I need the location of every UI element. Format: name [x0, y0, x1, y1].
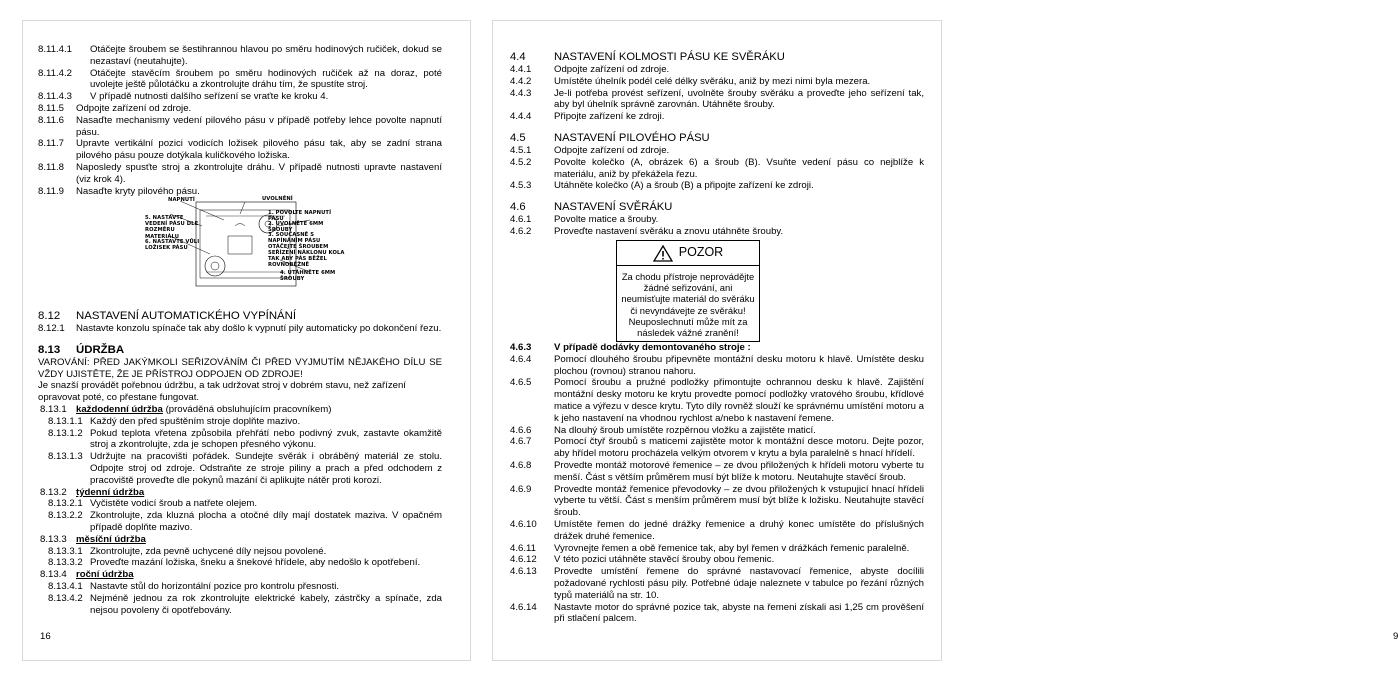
section-heading	[510, 131, 924, 145]
item-text: V této pozici utáhněte stavěcí šrouby obou řemenic.	[554, 554, 775, 566]
list-item	[38, 91, 442, 103]
item-text: Zkontrolujte, zda kluzná plocha a otočné díly mají dostatek maziva. V opačném případě doplňte mazivo.	[90, 510, 442, 533]
list-item	[510, 519, 924, 543]
item-number: 8.13.3.1	[48, 545, 83, 557]
item-number: 4.6.5	[510, 377, 532, 389]
subsection-number: 8.13.2	[40, 486, 67, 498]
warning-title: POZOR	[678, 245, 724, 260]
item-number: 8.11.8	[38, 161, 64, 173]
item-text: Otáčejte šroubem se šestihrannou hlavou po směru hodinových ručiček, dokud se nezastaví (neutahujte).	[90, 44, 442, 67]
subsection-title: roční údržba	[76, 569, 134, 581]
heading-number: 4.6	[510, 201, 526, 214]
item-number: 4.5.2	[510, 156, 532, 168]
diagram-callout-label: NAPNUTÍ	[168, 197, 195, 203]
heading-text: NASTAVENÍ SVĚRÁKU	[554, 201, 673, 214]
item-text: Provedte montáž řemenice převodovky – ze dvou přiložených k vstupujicí hnací hřídeli vyberte tu větší. Část s menším průměrem musí být blíže k ložisku. Neutahujte stavěcí šroub.	[554, 483, 924, 519]
list-item	[38, 498, 442, 510]
item-number: 8.13.2.2	[48, 510, 83, 522]
heading-text: NASTAVENÍ KOLMOSTI PÁSU KE SVĚRÁKU	[554, 51, 785, 63]
item-number: 4.6.8	[510, 459, 532, 471]
item-text: Nastavte motor do správné pozice tak, abyste na řemeni získali asi 1,25 cm prověšení při stlačení palcem.	[554, 601, 924, 625]
heading-number: 4.5	[510, 131, 526, 144]
item-text: Odpojte zařízení od zdroje.	[554, 144, 670, 156]
item-text: Umístěte řemen do jedné drážky řemenice a druhý konec umístěte do příslušných drážek druhé řemenice.	[554, 518, 924, 542]
list-item	[38, 103, 442, 115]
heading-text: NASTAVENÍ AUTOMATICKÉHO VYPÍNÁNÍ	[76, 310, 297, 322]
heading-text: ÚDRŽBA	[76, 343, 125, 356]
item-number: 4.6.10	[510, 518, 537, 530]
diagram-callout-label: 1. POVOLTE NAPNUTÍ PÁSU	[268, 210, 332, 223]
left-page	[0, 0, 480, 674]
page-number-right: 9	[1393, 631, 1398, 642]
subsection-heading	[38, 534, 442, 546]
list-item	[38, 323, 442, 335]
maintenance-intro: Je snazší provádět pořebnou údržbu, a tak udržovat stroj v dobrém stavu, než zařízení opravovat poté, co přestane fungovat.	[38, 380, 406, 404]
item-text: Naposledy spusťte stroj a zkontrolujte dráhu. V případě nutnosti upravte nastavení (viz krok 4).	[76, 161, 442, 185]
list-item	[38, 162, 442, 186]
subsection-title: týdenní údržba	[76, 486, 145, 498]
list-item	[510, 484, 924, 519]
item-text: Zkontrolujte, zda pevně uchycené díly nejsou povolené.	[90, 545, 327, 557]
list-item	[38, 44, 442, 68]
subsection-title: měsíční údržba	[76, 533, 146, 545]
list-item	[38, 115, 442, 139]
item-number: 4.6.9	[510, 483, 532, 495]
list-item	[510, 436, 924, 460]
list-item	[510, 602, 924, 626]
item-number: 8.11.9	[38, 185, 64, 197]
item-number: 4.4.4	[510, 111, 532, 123]
item-text: Provedte montáž motorové řemenice – ze dvou přiložených k hřídeli motoru vyberte tu menší. Část s větším průměrem musí být blíže k motoru. Neutahujte stavěcí šroub.	[554, 459, 924, 483]
heading-text: NASTAVENÍ PILOVÉHO PÁSU	[554, 131, 710, 144]
list-item	[38, 416, 442, 428]
item-text: Na dlouhý šroub umístěte rozpěrnou vložku a zajistěte maticí.	[554, 424, 816, 436]
subsection-number: 8.13.1	[40, 403, 67, 415]
list-item	[38, 510, 442, 534]
list-item	[38, 68, 442, 92]
section-8-11-items	[38, 44, 442, 197]
item-text: Je-li potřeba provést seřízení, uvolněte šrouby svěráku a proveďte jeho seřízení tak, aby byl úhelník správně zarovnán. Utáhněte šrouby.	[554, 87, 924, 111]
item-text: Provedte umístění řemene do správné nastavovací řemenice, abyste docílili požadované rychlosti pásu pily. Potřebné údaje naleznete v tabulce po řezání různých typů materiálů na str. 10.	[554, 566, 924, 601]
item-text: Vyrovnejte řemen a obě řemenice tak, aby byl řemen v drážkách řemenic paralelně.	[554, 542, 910, 554]
item-text: Proveďte mazání ložiska, šneku a šnekové hřídele, aby nedošlo k opotřebení.	[90, 557, 421, 569]
item-number: 4.6.13	[510, 566, 537, 578]
item-number: 4.5.3	[510, 180, 532, 192]
warning-triangle-icon	[653, 245, 673, 262]
warning-box	[616, 240, 760, 342]
item-number: 4.6.11	[510, 542, 536, 554]
diagram-callout-label: 4. UTÁHNĚTE 6MM ŠROUBY	[280, 270, 336, 283]
left-column	[38, 44, 442, 197]
item-number: 4.6.12	[510, 554, 537, 566]
item-text: Udržujte na pracovišti pořádek. Sundejte svěrák i obráběný materiál ze stolu. Odpojte stroj od zdroje. Odstraňte ze stroje piliny a prach a před odchodem z pracoviště proveďte dle pokynů mazání či aplikujte nátěr proti korozi.	[90, 451, 442, 486]
item-text: Pokud teplota vřetena způsobila přehřátí nebo podivný zvuk, zastavte okamžitě stroj a zkontrolujte, zda je schopen přesného výkonu.	[90, 427, 442, 451]
subsection-heading	[510, 342, 924, 354]
item-text: V případě nutnosti dalšího seřízení se vraťte ke kroku 4.	[90, 91, 329, 103]
list-item	[510, 64, 924, 76]
item-number: 8.13.3.2	[48, 557, 83, 569]
subsection-title: V případě dodávky demontovaného stroje :	[554, 342, 751, 353]
warning-body: Za chodu přístroje neprovádějte žádné seřizování, ani neumisťujte materiál do svěráku či nevyndávejte ze svěráku! Neuposlechnutí může mít za následek vážné zranění!	[621, 271, 755, 339]
list-item	[510, 111, 924, 123]
list-item	[38, 581, 442, 593]
diagram-callout-label: 5. NASTAVTE VEDENÍ PÁSU DLE ROZMĚRU MATERIÁLU	[145, 215, 199, 240]
diagram-callout-label: 3. SOUČASNĚ S NAPÍNÁNÍM PÁSU OTÁČEJTE ŠROUBEM SEŘÍZENÍ NÁKLONU KOLA TAK ABY PÁS BĚŽEL ROVNOBĚŽNĚ	[268, 232, 345, 268]
maintenance-warning: VAROVÁNÍ: PŘED JAKÝMKOLI SEŘIZOVÁNÍM ČI PŘED VYJMUTÍM NĚJAKÉHO DÍLU SE VŽDY UJISTĚTE, ŽE JE PŘÍSTROJ ODPOJEN OD ZDROJE!	[38, 356, 442, 380]
heading-number: 8.13	[38, 343, 61, 356]
list-item	[510, 543, 924, 555]
item-number: 4.6.4	[510, 353, 532, 365]
item-text: Vyčistěte vodicí šroub a natřete olejem.	[90, 498, 258, 510]
item-number: 4.6.1	[510, 214, 532, 226]
page-number-left: 16	[40, 631, 51, 642]
subsection-number: 8.13.3	[40, 533, 67, 545]
list-item	[510, 566, 924, 601]
item-text: Upravte vertikální pozici vodicích ložisek pilového pásu tak, aby se zadní strana pilového pásu pouze dotýkala kuličkového ložiska.	[76, 138, 442, 162]
item-text: Pomocí šroubu a pružné podložky přimontujte ochrannou desku k hlavě. Zajištění montážní desky motoru ke krytu provedte pomocí podložky vratového šroubu, křídlové matice a výřezu v desce krytu. Tyto díly rovněž slouží ke správnému umístění motoru a k jeho nastavení na vhodnou rychlost a/nebo k nastavení řemene.	[554, 377, 924, 424]
item-number: 4.6.2	[510, 225, 532, 237]
subsection-heading	[38, 487, 442, 499]
item-number: 8.13.1.2	[48, 427, 83, 439]
list-item	[38, 593, 442, 617]
list-item	[510, 76, 924, 88]
section-heading	[510, 50, 924, 64]
list-item	[38, 428, 442, 452]
list-item	[510, 214, 924, 226]
item-number: 4.4.1	[510, 64, 532, 75]
item-text: Umístěte úhelník podél celé délky svěráku, aniž by mezi nimi byla mezera.	[554, 75, 871, 87]
list-item	[510, 180, 924, 192]
item-text: Odpojte zařízení od zdroje.	[76, 102, 192, 114]
subsection-heading	[38, 404, 442, 416]
item-number: 4.6.7	[510, 436, 532, 448]
section-heading	[38, 309, 442, 323]
item-number: 4.6.6	[510, 424, 532, 436]
item-number: 4.4.2	[510, 75, 532, 87]
item-text: Proveďte nastavení svěráku a znovu utáhněte šrouby.	[554, 225, 784, 237]
item-text: Povolte kolečko (A, obrázek 6) a šroub (B). Vsuňte vedení pásu co nejblíže k materiálu, aniž by překážela řezu.	[554, 156, 924, 180]
item-text: Nastavte konzolu spínače tak aby došlo k vypnutí pily automaticky po dokončení řezu.	[76, 323, 442, 334]
list-item	[510, 354, 924, 378]
item-text: Otáčejte stavěcím šroubem po směru hodinových ručiček až na doraz, poté uvolejte ještě půlotáčku a zkontrolujte dráhu tím, že spustíte stroj.	[90, 67, 442, 91]
item-number: 8.11.4.2	[38, 67, 72, 79]
section-heading	[510, 200, 924, 214]
list-item	[510, 157, 924, 181]
list-item	[510, 377, 924, 424]
item-number: 4.6.14	[510, 601, 537, 613]
subsection-title: každodenní údržba	[76, 403, 163, 415]
list-item	[510, 425, 924, 437]
list-item	[510, 145, 924, 157]
subsection-heading	[38, 569, 442, 581]
list-item	[38, 557, 442, 569]
item-number: 8.11.4.3	[38, 91, 72, 103]
item-text: Každý den před spuštěním stroje doplňte mazivo.	[90, 415, 301, 427]
list-item	[38, 138, 442, 162]
item-number: 8.11.4.1	[38, 44, 72, 55]
item-text: Povolte matice a šrouby.	[554, 214, 659, 226]
item-number: 8.13.1.1	[48, 415, 83, 427]
diagram-callout-label: UVOLNĚNÍ	[262, 196, 293, 202]
item-number: 4.4.3	[510, 87, 532, 99]
item-text: Nasaďte kryty pilového pásu.	[76, 185, 200, 197]
heading-number: 8.12	[38, 310, 61, 322]
item-number: 4.5.1	[510, 144, 532, 156]
item-number: 8.13.4.1	[48, 580, 83, 592]
subsection-number: 4.6.3	[510, 342, 532, 353]
list-item	[510, 554, 924, 566]
warning-header	[617, 241, 759, 266]
left-lower-column	[38, 309, 442, 616]
list-item	[38, 546, 442, 558]
item-number: 8.11.5	[38, 102, 64, 114]
item-number: 8.13.2.1	[48, 498, 83, 510]
diagram-callout-label: 2. UVOLNĚTE 6MM ŠROUBY	[268, 221, 324, 234]
item-number: 8.13.4.2	[48, 592, 83, 604]
list-item	[510, 88, 924, 112]
subsection-number: 8.13.4	[40, 569, 67, 581]
item-text: Nejméně jednou za rok zkontrolujte elektrické kabely, zástrčky a spínače, zda nejsou povoleny či opotřebovány.	[90, 592, 442, 616]
item-text: Odpojte zařízení od zdroje.	[554, 64, 670, 75]
list-item	[510, 226, 924, 238]
item-number: 8.13.1.3	[48, 451, 83, 463]
item-number: 8.11.6	[38, 114, 64, 126]
item-number: 8.12.1	[38, 323, 65, 334]
list-item	[38, 451, 442, 486]
item-text: Utáhněte kolečko (A) a šroub (B) a připojte zařízení ke zdroji.	[554, 180, 814, 192]
item-number: 8.11.7	[38, 138, 64, 150]
subsection-note: (prováděná obsluhujícím pracovníkem)	[165, 403, 332, 415]
section-heading	[38, 343, 442, 357]
item-text: Nasaďte mechanismy vedení pilového pásu v případě potřeby lehce povolte napnutí pásu.	[76, 114, 442, 138]
right-lower-column	[510, 342, 924, 625]
diagram-callout-label: 6. NASTAVTE VŮLI LOŽISEK PÁSU	[145, 239, 200, 252]
heading-number: 4.4	[510, 51, 526, 63]
item-text: Pomocí dlouhého šroubu připevněte montážní desku motoru k hlavě. Umístěte desku plochou (rovnou) stranou nahoru.	[554, 353, 924, 377]
item-text: Připojte zařízení ke zdroji.	[554, 111, 665, 123]
item-text: Pomocí čtyř šroubů s maticemi zajistěte motor k montážní desce motoru. Dejte pozor, aby hřídel motoru procházela velkým otvorem v krytu a byla paralelně s hnací hřídelí.	[554, 436, 924, 460]
item-text: Nastavte stůl do horizontální pozice pro kontrolu přesnosti.	[90, 580, 340, 592]
right-upper-column	[510, 50, 924, 238]
list-item	[510, 460, 924, 484]
